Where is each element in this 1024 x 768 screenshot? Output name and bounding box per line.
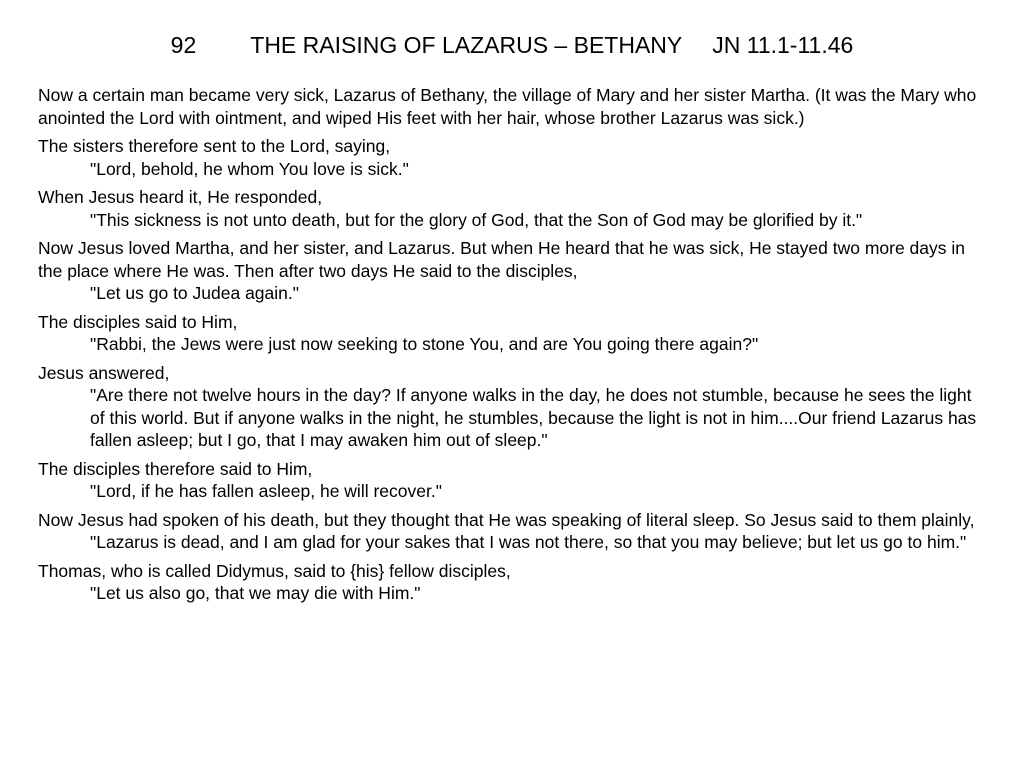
narrative-text: Now Jesus had spoken of his death, but they thought that He was speaking of literal sleep. So Jesus said to them plainly, (38, 509, 975, 530)
quote-text: "Are there not twelve hours in the day? If anyone walks in the day, he does not stumble, because he sees the light of this world. But if anyone walks in the night, he stumbles, because the light is not in him....Our friend Lazarus has fallen asleep; but I go, that I may awaken him out of sleep." (90, 385, 977, 450)
paragraph-3 (38, 186, 988, 231)
paragraph-8 (38, 509, 988, 554)
paragraph-6 (38, 362, 988, 452)
quote-text: "Lazarus is dead, and I am glad for your sakes that I was not there, so that you may believe; but let us go to him." (90, 532, 967, 552)
slide-number: 92 (170, 32, 197, 58)
narrative-text: The disciples said to Him, (38, 311, 238, 332)
page-title (0, 29, 1024, 61)
paragraph-7 (38, 458, 988, 503)
quote-text: "Lord, behold, he whom You love is sick." (90, 158, 409, 179)
narrative-text: Jesus answered, (38, 362, 170, 383)
narrative-text: Now a certain man became very sick, Lazarus of Bethany, the village of Mary and her sister Martha. (It was the Mary who anointed the Lord with ointment, and wiped His feet with her hair, whose brother Lazarus was sick.) (38, 85, 977, 128)
quote-text: "Let us go to Judea again." (90, 283, 299, 303)
paragraph-2 (38, 135, 988, 180)
scripture-reference: JN 11.1-11.46 (712, 32, 854, 58)
paragraph-1 (38, 84, 988, 129)
paragraph-5 (38, 311, 988, 356)
narrative-text: Thomas, who is called Didymus, said to {his} fellow disciples, (38, 560, 511, 581)
quote-text: "Rabbi, the Jews were just now seeking to stone You, and are You going there again?" (90, 334, 759, 354)
quote-text: "Lord, if he has fallen asleep, he will recover." (90, 481, 442, 501)
narrative-text: Now Jesus loved Martha, and her sister, and Lazarus. But when He heard that he was sick, He stayed two more days in the place where He was. Then after two days He said to the disciples, (38, 238, 965, 281)
narrative-text: The sisters therefore sent to the Lord, saying, (38, 136, 391, 156)
quote-text: "Let us also go, that we may die with Him." (90, 583, 421, 603)
passage-body (38, 84, 988, 611)
paragraph-9 (38, 560, 988, 605)
quote-text: "This sickness is not unto death, but for the glory of God, that the Son of God may be glorified by it." (90, 209, 863, 230)
narrative-text: When Jesus heard it, He responded, (38, 187, 323, 207)
narrative-text: The disciples therefore said to Him, (38, 458, 313, 479)
title-text: THE RAISING OF LAZARUS – BETHANY (250, 32, 683, 58)
paragraph-4 (38, 237, 988, 305)
